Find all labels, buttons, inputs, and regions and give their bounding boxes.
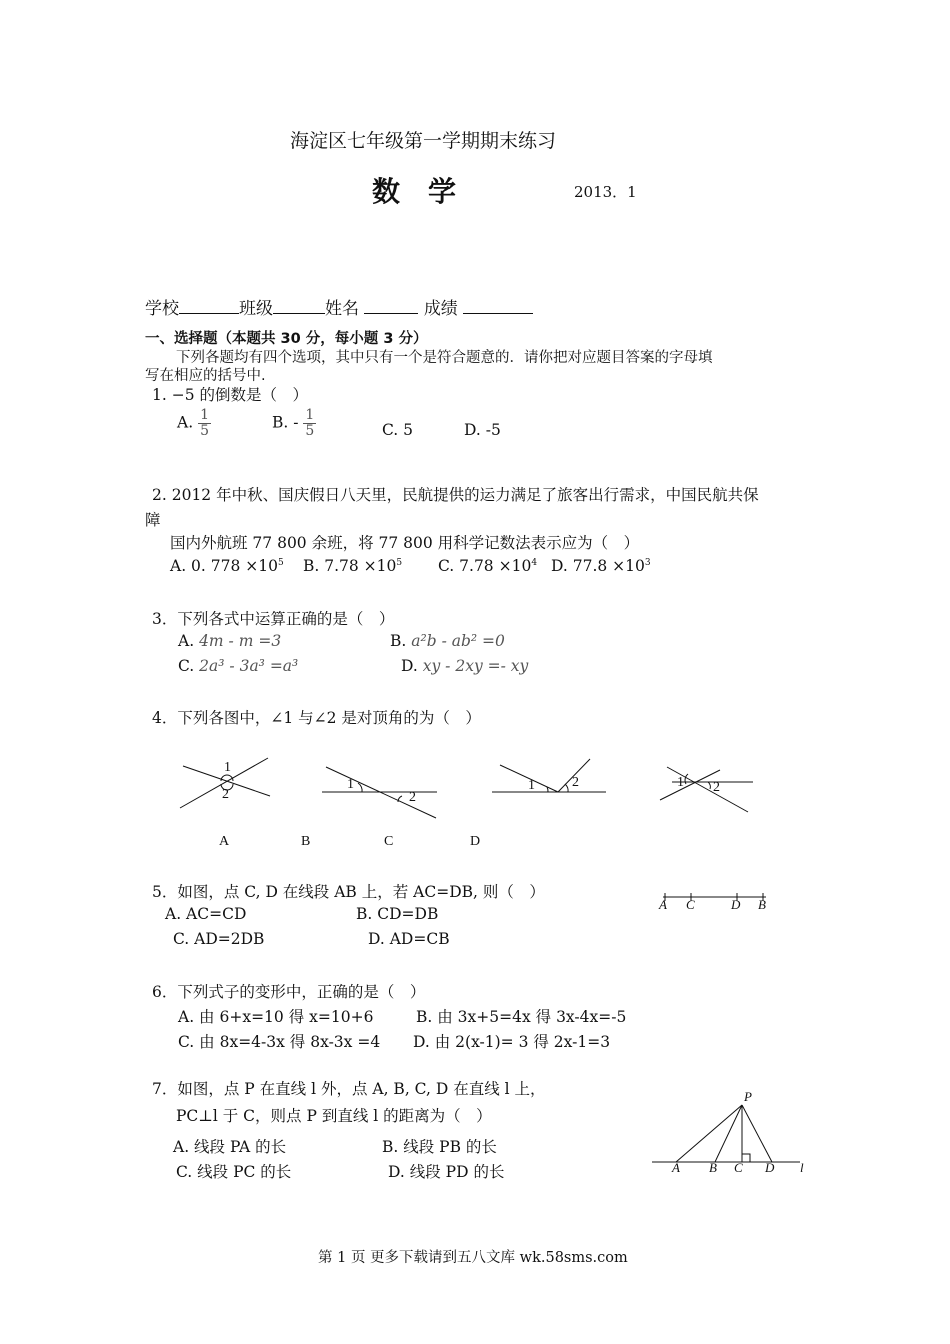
q7-figure xyxy=(652,1105,800,1162)
q4-figure-a-label: A xyxy=(219,834,230,849)
q4-figure-b xyxy=(322,767,437,818)
q5-point-a: A xyxy=(659,897,667,912)
q1-stem: 1. −5 的倒数是（ ） xyxy=(152,386,308,404)
q7-point-p: P xyxy=(744,1089,752,1104)
q5-option-c: C. AD=2DB xyxy=(173,930,265,948)
q1-option-c: C. 5 xyxy=(382,421,414,439)
q2-option-a: A. 0. $778 \times 10^5$ xyxy=(170,557,284,575)
school-label: 学校 xyxy=(145,299,179,319)
q3-stem: 3．下列各式中运算正确的是（ ） xyxy=(152,610,395,628)
q4-stem: 4．下列各图中，∠1 与∠2 是对顶角的为（ ） xyxy=(152,709,481,727)
q2-stem-line1: 2. 2012 年中秋、国庆假日八天里，民航提供的运力满足了旅客出行需求，中国民航共保 xyxy=(152,486,759,504)
q7-option-a: A. 线段 PA 的长 xyxy=(173,1138,287,1156)
q3-option-d: D. xy - 2xy =- xy xyxy=(401,657,529,675)
q5-option-d: D. AD=CB xyxy=(368,930,450,948)
q5-figure xyxy=(663,893,766,901)
q7-point-a: A xyxy=(672,1160,680,1175)
q7-stem-line2: PC⊥l 于 C，则点 P 到直线 l 的距离为（ ） xyxy=(176,1107,492,1125)
q6-stem: 6．下列式子的变形中，正确的是（ ） xyxy=(152,983,426,1001)
subject-title: 数 学 xyxy=(372,175,457,208)
q5-option-b: B. CD=DB xyxy=(356,905,439,923)
q4-a-angle2: 2 xyxy=(222,787,229,802)
q1-option-d: D. -5 xyxy=(464,421,501,439)
q7-option-c: C. 线段 PC 的长 xyxy=(176,1163,292,1181)
q5-point-c: C xyxy=(686,897,695,912)
q6-option-c: C. 由 8x=4-3x 得 8x-3x =4 xyxy=(178,1033,381,1051)
q2-stem-line1-cont: 障 xyxy=(145,511,161,529)
q4-d-angle2: 2 xyxy=(713,780,720,795)
section-heading: 一、选择题（本题共 30 分，每小题 3 分） xyxy=(145,331,428,347)
q3-option-a: A. 4m - m =3 xyxy=(178,632,282,650)
q6-option-d: D. 由 2(x-1)= 3 得 2x-1=3 xyxy=(413,1033,611,1051)
q6-option-b: B. 由 3x+5=4x 得 3x-4x=-5 xyxy=(416,1008,627,1026)
q2-option-b: B. $7.78 \times 10^5$ xyxy=(303,557,403,575)
q4-c-angle2: 2 xyxy=(572,775,579,790)
exam-date: 2013．1 xyxy=(574,183,637,201)
q7-option-d: D. 线段 PD 的长 xyxy=(388,1163,505,1181)
q2-option-d: D. $77.8 \times 10^3$ xyxy=(551,557,651,575)
q4-c-angle1: 1 xyxy=(528,778,535,793)
q1-option-a: A. $\frac{1}{5}$ xyxy=(177,407,209,439)
q4-figure-d xyxy=(660,767,753,812)
q4-b-angle2: 2 xyxy=(409,790,416,805)
q5-point-b: B xyxy=(758,897,766,912)
section-instruction: 下列各题均有四个选项，其中只有一个是符合题意的．请你把对应题目答案的字母填 xyxy=(176,350,713,366)
class-label: 班级 xyxy=(239,299,273,319)
q7-point-d: D xyxy=(765,1160,775,1175)
q5-option-a: A. AC=CD xyxy=(165,905,247,923)
page-footer: 第 1 页 更多下载请到五八文库 wk.58sms.com xyxy=(318,1250,628,1266)
q4-b-angle1: 1 xyxy=(347,777,354,792)
q4-figure-b-label: B xyxy=(301,834,311,849)
name-label: 姓名 xyxy=(325,299,359,319)
q3-option-c: C. 2a³ - 3a³ =a³ xyxy=(178,657,299,675)
q2-option-c: C. $7.78 \times 10^4$ xyxy=(438,557,538,575)
q4-figure-d-label: D xyxy=(470,834,481,849)
q5-point-d: D xyxy=(731,897,741,912)
page-title: 海淀区七年级第一学期期末练习 xyxy=(290,130,557,152)
q7-point-b: B xyxy=(709,1160,717,1175)
q7-line-l: l xyxy=(800,1160,804,1175)
q5-stem: 5．如图，点 C, D 在线段 AB 上，若 AC=DB, 则（ ） xyxy=(152,883,545,901)
q3-option-b: B. a²b - ab² =0 xyxy=(390,632,505,650)
section-instruction-cont: 写在相应的括号中. xyxy=(145,368,266,384)
q4-figure-c-label: C xyxy=(384,834,394,849)
q4-d-angle1: 1 xyxy=(677,775,684,790)
q7-point-c: C xyxy=(734,1160,743,1175)
q4-figure-c xyxy=(492,759,606,792)
q2-stem-line2: 国内外航班 77 800 余班，将 77 800 用科学记数法表示应为（ ） xyxy=(170,534,640,552)
q7-option-b: B. 线段 PB 的长 xyxy=(382,1138,497,1156)
q6-option-a: A. 由 6+x=10 得 x=10+6 xyxy=(178,1008,374,1026)
score-label: 成绩 xyxy=(423,299,458,319)
q7-stem-line1: 7．如图，点 P 在直线 l 外，点 A, B, C, D 在直线 l 上， xyxy=(152,1080,546,1098)
q1-option-b: B. - $\frac{1}{5}$ xyxy=(272,407,315,439)
q4-a-angle1: 1 xyxy=(224,760,231,775)
